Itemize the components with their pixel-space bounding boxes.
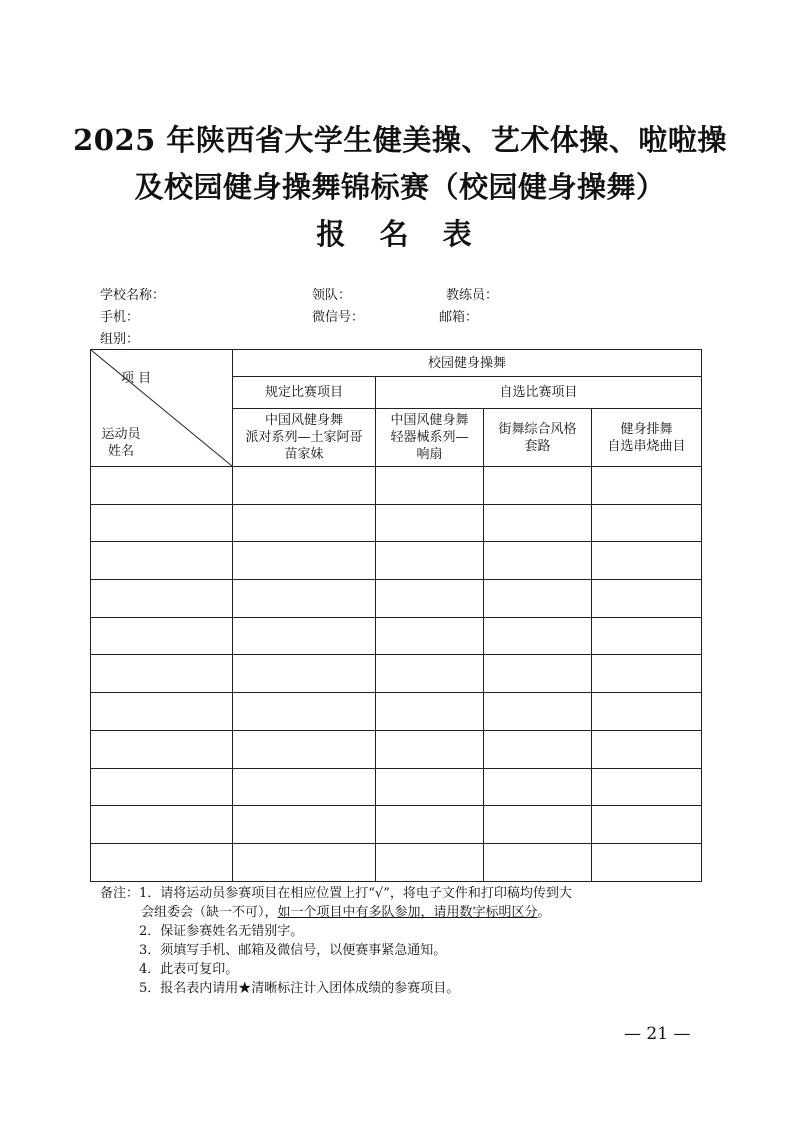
note-4: 4．此表可复印。 <box>139 962 239 977</box>
entry-cell[interactable] <box>484 467 592 505</box>
corner-athlete-line-2: 姓名 <box>107 444 134 459</box>
athlete-name-cell[interactable] <box>91 617 233 655</box>
entry-cell[interactable] <box>376 806 484 844</box>
table-row <box>91 504 702 542</box>
athlete-name-cell[interactable] <box>91 655 233 693</box>
entry-cell[interactable] <box>484 806 592 844</box>
entry-cell[interactable] <box>592 467 702 505</box>
column-header-line: 中国风健身舞 <box>390 413 469 428</box>
required-section-header: 规定比赛项目 <box>233 377 376 409</box>
notes-label: 备注： <box>100 886 140 901</box>
corner-athlete-line-1: 运动员 <box>101 427 141 442</box>
table-row <box>91 730 702 768</box>
registration-table <box>90 349 702 882</box>
table-row <box>91 768 702 806</box>
entry-cell[interactable] <box>592 617 702 655</box>
note-1-line-2-plain: 会组委会（缺一不可）， <box>141 905 278 920</box>
column-header-3 <box>484 409 592 467</box>
entry-cell[interactable] <box>233 843 376 881</box>
note-2: 2．保证参赛姓名无错别字。 <box>139 924 304 939</box>
entry-cell[interactable] <box>233 655 376 693</box>
wechat-label: 微信号： <box>312 310 365 325</box>
entry-cell[interactable] <box>592 655 702 693</box>
corner-project-label: 项 目 <box>121 371 152 386</box>
group-label: 组别： <box>100 332 140 347</box>
entry-cell[interactable] <box>592 806 702 844</box>
athlete-name-cell[interactable] <box>91 580 233 618</box>
note-1 <box>100 884 572 903</box>
column-header-1 <box>233 409 376 467</box>
entry-cell[interactable] <box>484 580 592 618</box>
athlete-name-cell[interactable] <box>91 768 233 806</box>
entry-cell[interactable] <box>592 580 702 618</box>
athlete-name-cell[interactable] <box>91 693 233 731</box>
note-3: 3．须填写手机、邮箱及微信号，以便赛事紧急通知。 <box>139 943 447 958</box>
table-row <box>91 693 702 731</box>
column-header-line: 街舞综合风格 <box>498 421 577 437</box>
column-header-line: 中国风健身舞 <box>264 413 343 428</box>
entry-cell[interactable] <box>233 542 376 580</box>
column-header-line: 轻器械系列— <box>390 430 469 445</box>
entry-cell[interactable] <box>484 693 592 731</box>
school-name-label: 学校名称： <box>100 288 166 303</box>
athlete-name-cell[interactable] <box>91 504 233 542</box>
entry-cell[interactable] <box>233 806 376 844</box>
column-header-line: 响扇 <box>416 447 443 462</box>
column-header-2 <box>376 409 484 467</box>
corner-athlete-label <box>99 426 143 460</box>
coach-label: 教练员： <box>446 288 499 303</box>
note-1-end: 。 <box>537 905 551 920</box>
title-line-1: 2025 年陕西省大学生健美操、艺术体操、啦啦操 <box>73 123 727 157</box>
entry-cell[interactable] <box>592 504 702 542</box>
entry-cell[interactable] <box>376 655 484 693</box>
column-header-4 <box>592 409 702 467</box>
page-number: — 21 — <box>624 1024 691 1044</box>
column-header-line: 自选串烧曲目 <box>607 438 686 454</box>
column-header-line: 苗家妹 <box>284 447 324 462</box>
table-row <box>91 806 702 844</box>
entry-cell[interactable] <box>376 843 484 881</box>
entry-cell[interactable] <box>484 768 592 806</box>
entry-cell[interactable] <box>376 617 484 655</box>
entry-cell[interactable] <box>233 467 376 505</box>
entry-cell[interactable] <box>233 617 376 655</box>
entry-cell[interactable] <box>376 768 484 806</box>
entry-cell[interactable] <box>484 655 592 693</box>
athlete-name-cell[interactable] <box>91 806 233 844</box>
athlete-name-cell[interactable] <box>91 843 233 881</box>
entry-cell[interactable] <box>484 504 592 542</box>
note-5: 5．报名表内请用★清晰标注计入团体成绩的参赛项目。 <box>139 981 460 996</box>
note-1-underlined: 如一个项目中有多队参加，请用数字标明区分 <box>277 905 538 920</box>
table-row <box>91 580 702 618</box>
athlete-name-cell[interactable] <box>91 730 233 768</box>
entry-cell[interactable] <box>484 542 592 580</box>
entry-cell[interactable] <box>484 617 592 655</box>
entry-cell[interactable] <box>233 768 376 806</box>
entry-cell[interactable] <box>592 693 702 731</box>
entry-cell[interactable] <box>592 730 702 768</box>
email-label: 邮箱： <box>439 310 479 325</box>
entry-cell[interactable] <box>376 504 484 542</box>
entry-cell[interactable] <box>592 768 702 806</box>
entry-cell[interactable] <box>233 693 376 731</box>
category-header: 校园健身操舞 <box>233 350 702 377</box>
column-header-line: 派对系列—土家阿哥 <box>245 430 363 445</box>
entry-cell[interactable] <box>592 843 702 881</box>
table-row <box>91 843 702 881</box>
entry-rows <box>91 467 702 882</box>
entry-cell[interactable] <box>376 542 484 580</box>
note-1-line-1: 1．请将运动员参赛项目在相应位置上打“√”，将电子文件和打印稿均传到大 <box>139 886 572 901</box>
entry-cell[interactable] <box>376 730 484 768</box>
title-line-3: 报 名 表 <box>316 217 484 251</box>
entry-cell[interactable] <box>233 580 376 618</box>
title-line-2: 及校园健身操舞锦标赛（校园健身操舞） <box>134 170 666 204</box>
note-1-cont <box>100 903 572 922</box>
phone-label: 手机： <box>100 310 140 325</box>
athlete-name-cell[interactable] <box>91 542 233 580</box>
optional-section-header: 自选比赛项目 <box>376 377 702 409</box>
entry-cell[interactable] <box>376 467 484 505</box>
entry-cell[interactable] <box>376 580 484 618</box>
athlete-name-cell[interactable] <box>91 467 233 505</box>
table-row <box>91 655 702 693</box>
entry-cell[interactable] <box>592 542 702 580</box>
table-row <box>91 617 702 655</box>
leader-label: 领队： <box>312 288 352 303</box>
notes <box>100 884 572 998</box>
column-header-line: 健身排舞 <box>620 421 673 437</box>
entry-cell[interactable] <box>484 843 592 881</box>
entry-cell[interactable] <box>376 693 484 731</box>
table-corner-header <box>91 350 233 467</box>
entry-cell[interactable] <box>233 730 376 768</box>
table-row <box>91 467 702 505</box>
entry-cell[interactable] <box>484 730 592 768</box>
entry-cell[interactable] <box>233 504 376 542</box>
column-header-line: 套路 <box>524 438 551 454</box>
table-row <box>91 542 702 580</box>
